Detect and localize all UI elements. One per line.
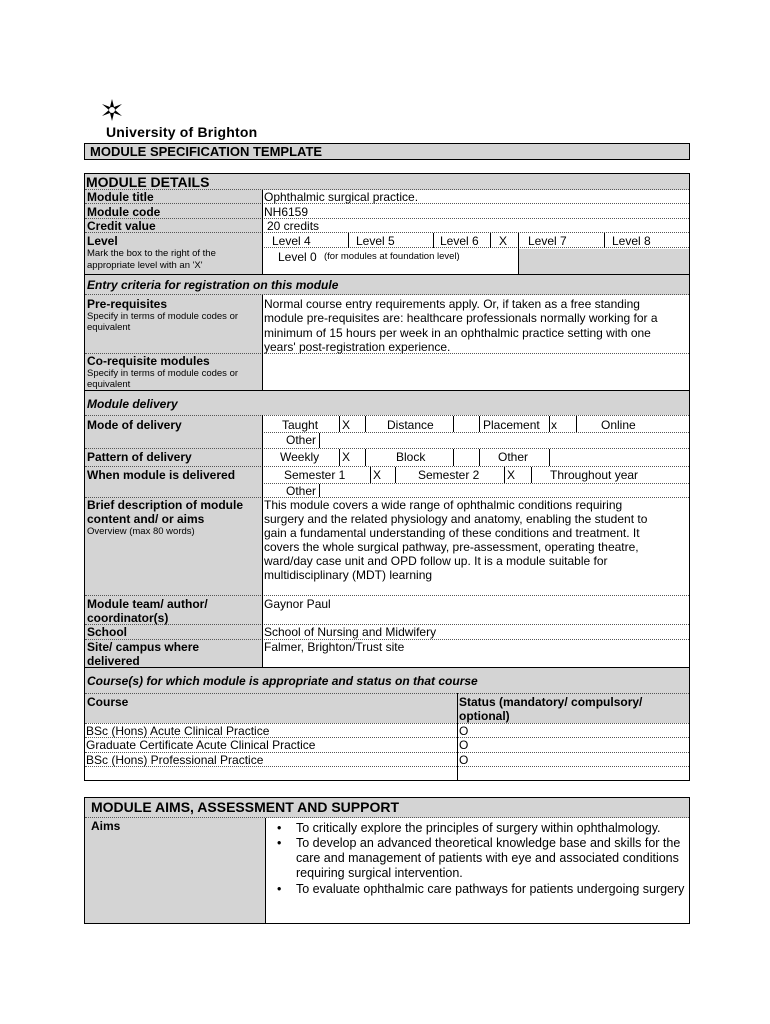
module-team-label-1: Module team/ author/ (87, 597, 208, 611)
module-title-label: Module title (87, 190, 154, 204)
module-team-value: Gaynor Paul (264, 597, 331, 611)
status-column-header-1: Status (mandatory/ compulsory/ (459, 695, 643, 709)
aim-item: • To evaluate ophthalmic care pathways for patients undergoing surgery (275, 881, 685, 898)
prerequisites-line-3: minimum of 15 hours per week in an ophthalmic practice setting with one (264, 326, 651, 340)
prerequisites-line-4: years' post-registration experience. (264, 340, 451, 354)
pattern-weekly-mark[interactable]: X (342, 450, 351, 464)
prerequisites-note-2: equivalent (87, 322, 131, 333)
school-label: School (87, 625, 128, 639)
level-4-option[interactable]: Level 4 (272, 234, 311, 248)
template-title: MODULE SPECIFICATION TEMPLATE (90, 144, 323, 159)
level-note-line-2: appropriate level with an 'X' (87, 260, 203, 271)
site-label-1: Site/ campus where (87, 640, 200, 654)
description-note: Overview (max 80 words) (87, 526, 195, 537)
corequisite-note-2: equivalent (87, 379, 131, 390)
mode-placement-option[interactable]: Placement (483, 418, 540, 432)
aims-section-heading: MODULE AIMS, ASSESSMENT AND SUPPORT (91, 799, 400, 815)
when-semester-2-option[interactable]: Semester 2 (418, 468, 480, 482)
mode-online-option[interactable]: Online (601, 418, 636, 432)
when-semester-1-mark[interactable]: X (373, 468, 382, 482)
pattern-other-option[interactable]: Other (498, 450, 529, 464)
mode-taught-option[interactable]: Taught (282, 418, 319, 432)
when-throughout-year-option[interactable]: Throughout year (550, 468, 639, 482)
status-column-header-2: optional) (459, 709, 510, 723)
course-row-1: BSc (Hons) Acute Clinical Practice (86, 724, 270, 738)
level-5-option[interactable]: Level 5 (356, 234, 395, 248)
corequisite-note-1: Specify in terms of module codes or (87, 368, 239, 379)
site-value: Falmer, Brighton/Trust site (264, 640, 405, 654)
mode-other-option[interactable]: Other (286, 433, 317, 447)
module-details-heading: MODULE DETAILS (86, 174, 210, 190)
description-line-2: surgery and the related physiology and anatomy, enabling the student to (264, 512, 648, 526)
credit-value: 20 credits (267, 219, 320, 233)
school-value: School of Nursing and Midwifery (264, 625, 437, 639)
module-code-label: Module code (87, 205, 161, 219)
module-delivery-heading: Module delivery (87, 397, 178, 411)
prerequisites-label: Pre-requisites (87, 297, 168, 311)
mode-distance-option[interactable]: Distance (387, 418, 434, 432)
course-row-2-status: O (459, 738, 469, 752)
description-line-3: gain a fundamental understanding of these conditions and treatment. It (264, 526, 640, 540)
mode-placement-mark[interactable]: x (551, 418, 557, 432)
entry-criteria-heading: Entry criteria for registration on this module (87, 278, 339, 292)
level-7-option[interactable]: Level 7 (528, 234, 567, 248)
module-team-label-2: coordinator(s) (87, 611, 169, 625)
prerequisites-note-1: Specify in terms of module codes or (87, 311, 239, 322)
level-0-note: (for modules at foundation level) (324, 251, 460, 262)
when-delivered-label: When module is delivered (87, 468, 236, 482)
prerequisites-line-2: module pre-requisites are: healthcare professionals normally working for a (264, 311, 658, 325)
module-code-value: NH6159 (264, 205, 309, 219)
aims-list (275, 821, 685, 898)
course-row-3-status: O (459, 753, 469, 767)
pattern-of-delivery-label: Pattern of delivery (87, 450, 192, 464)
aims-label: Aims (91, 819, 121, 833)
corequisite-label: Co-requisite modules (87, 354, 210, 368)
when-other-option[interactable]: Other (286, 484, 317, 498)
description-line-5: ward/day case unit and OPD follow up. It is a module suitable for (264, 554, 608, 568)
description-line-1: This module covers a wide range of ophthalmic conditions requiring (264, 498, 623, 512)
level-6-option[interactable]: Level 6 (440, 234, 479, 248)
pattern-weekly-option[interactable]: Weekly (280, 450, 320, 464)
level-0-option[interactable]: Level 0 (278, 250, 317, 264)
credit-value-label: Credit value (87, 219, 156, 233)
level-label: Level (87, 234, 118, 248)
level-8-option[interactable]: Level 8 (612, 234, 651, 248)
courses-heading: Course(s) for which module is appropriate and status on that course (87, 674, 478, 688)
aim-item: • To critically explore the principles of surgery within ophthalmology. (275, 821, 685, 836)
pattern-block-option[interactable]: Block (396, 450, 426, 464)
when-semester-2-mark[interactable]: X (507, 468, 516, 482)
mode-taught-mark[interactable]: X (342, 418, 351, 432)
when-semester-1-option[interactable]: Semester 1 (284, 468, 346, 482)
description-label-1: Brief description of module (87, 498, 244, 512)
prerequisites-line-1: Normal course entry requirements apply. Or, if taken as a free standing (264, 297, 640, 311)
course-row-3: BSc (Hons) Professional Practice (86, 753, 264, 767)
description-line-4: covers the whole surgical pathway, pre-assessment, operating theatre, (264, 540, 639, 554)
description-label-2: content and/ or aims (87, 512, 205, 526)
module-title-value: Ophthalmic surgical practice. (264, 190, 419, 204)
aim-item: • To develop an advanced theoretical knowledge base and skills for the care and management of patients with eye and associated conditions requiring surgical intervention. (275, 836, 685, 881)
course-row-1-status: O (459, 724, 469, 738)
level-6-mark[interactable]: X (499, 234, 508, 248)
mode-of-delivery-label: Mode of delivery (87, 418, 182, 432)
description-line-6: multidisciplinary (MDT) learning (264, 568, 433, 582)
course-row-2: Graduate Certificate Acute Clinical Practice (86, 738, 316, 752)
university-logo-star-icon (100, 98, 124, 122)
course-column-header: Course (87, 695, 129, 709)
level-note-line-1: Mark the box to the right of the (87, 248, 216, 259)
site-label-2: delivered (87, 654, 140, 668)
university-name: University of Brighton (106, 124, 258, 140)
